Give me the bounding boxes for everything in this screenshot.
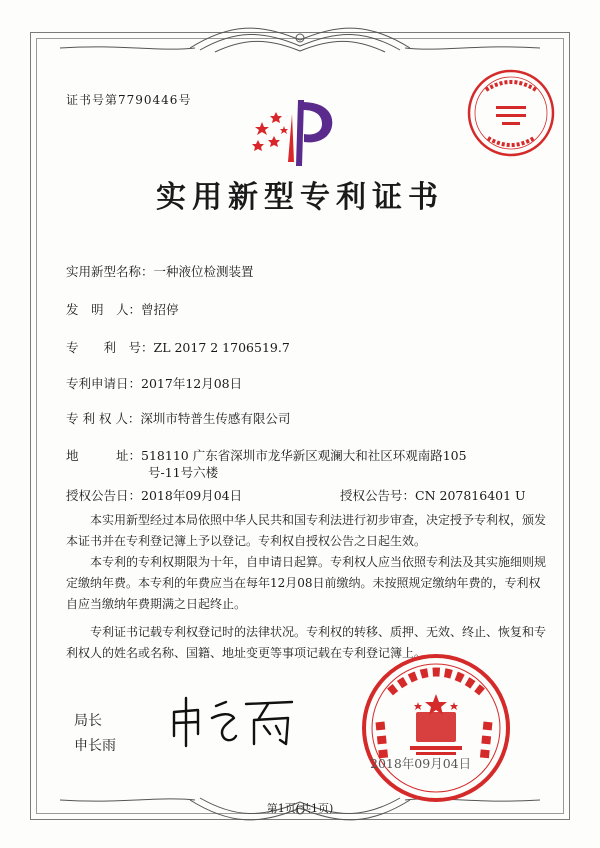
field-grant-date-label: 授权公告日： [66,488,142,503]
paragraph-2-line-1: 本专利的专利权期限为十年，自申请日起算。专利权人应当依照专利法及其实施细则规 [90,555,547,569]
director-name: 申长雨 [74,738,116,754]
field-address-line1: 518110 广东省深圳市龙华新区观澜大和社区环观南路105 [141,448,467,463]
paragraph-2-line-2: 定缴纳年费。本专利的年费应当在每年12月08日前缴纳。未按照规定缴纳年费的，专利权 [66,576,541,590]
paragraph-2 [66,552,547,615]
page-footer: 第1页(共1页) [266,802,334,815]
paragraph-3-line-1: 专利证书记载专利权登记时的法律状况。专利权的转移、质押、无效、终止、恢复和专 [90,625,547,639]
field-patent-number [66,338,290,356]
paragraph-3-line-2: 利权人的姓名或名称、国籍、地址变更等事项记载在专利登记簿上。 [66,646,427,660]
field-apply-date-value: 2017年12月08日 [141,376,243,391]
field-grant-number-value: CN 207816401 U [415,488,526,503]
field-grant-date [66,486,242,504]
seal-date: 2018年09月04日 [370,756,472,771]
field-inventor [66,300,179,318]
field-holder-label: 专 利 权 人： [66,411,141,426]
printing-seal [466,68,556,158]
field-apply-date [66,374,242,392]
field-grant-number-label: 授权公告号： [340,488,416,503]
field-name-value: 一种液位检测装置 [153,264,254,279]
document-title: 实用新型专利证书 [156,180,444,215]
paragraph-1-line-2: 本证书并在专利登记簿上予以登记。专利权自授权公告之日起生效。 [66,534,427,548]
director-title: 局长 [74,713,102,729]
national-ip-office-seal [360,652,512,804]
field-inventor-value: 曾招停 [141,302,179,317]
field-name-label: 实用新型名称： [66,264,154,279]
field-holder-value: 深圳市特普生传感有限公司 [140,411,291,426]
field-address [66,446,467,464]
paragraph-1 [66,510,547,552]
paragraph-1-line-1: 本实用新型经过本局依照中华人民共和国专利法进行初步审查，决定授予专利权，颁发 [90,513,547,527]
field-name [66,262,254,280]
field-inventor-label: 发 明 人： [66,302,142,317]
field-patent-number-value: ZL 2017 2 1706519.7 [153,340,290,355]
field-grant-date-value: 2018年09月04日 [141,488,243,503]
certificate-number: 证书号第7790446号 [66,93,192,107]
field-holder [66,409,290,427]
patent-office-logo [248,96,340,170]
field-address-label: 地 址： [66,448,142,463]
field-patent-number-label: 专 利 号： [66,340,154,355]
handwritten-signature [168,690,298,750]
field-grant-number [340,486,526,504]
paragraph-2-line-3: 自应当缴纳年费期满之日起终止。 [66,597,247,611]
field-address-line2: 号-11号六楼 [148,465,219,480]
field-apply-date-label: 专利申请日： [66,376,142,391]
